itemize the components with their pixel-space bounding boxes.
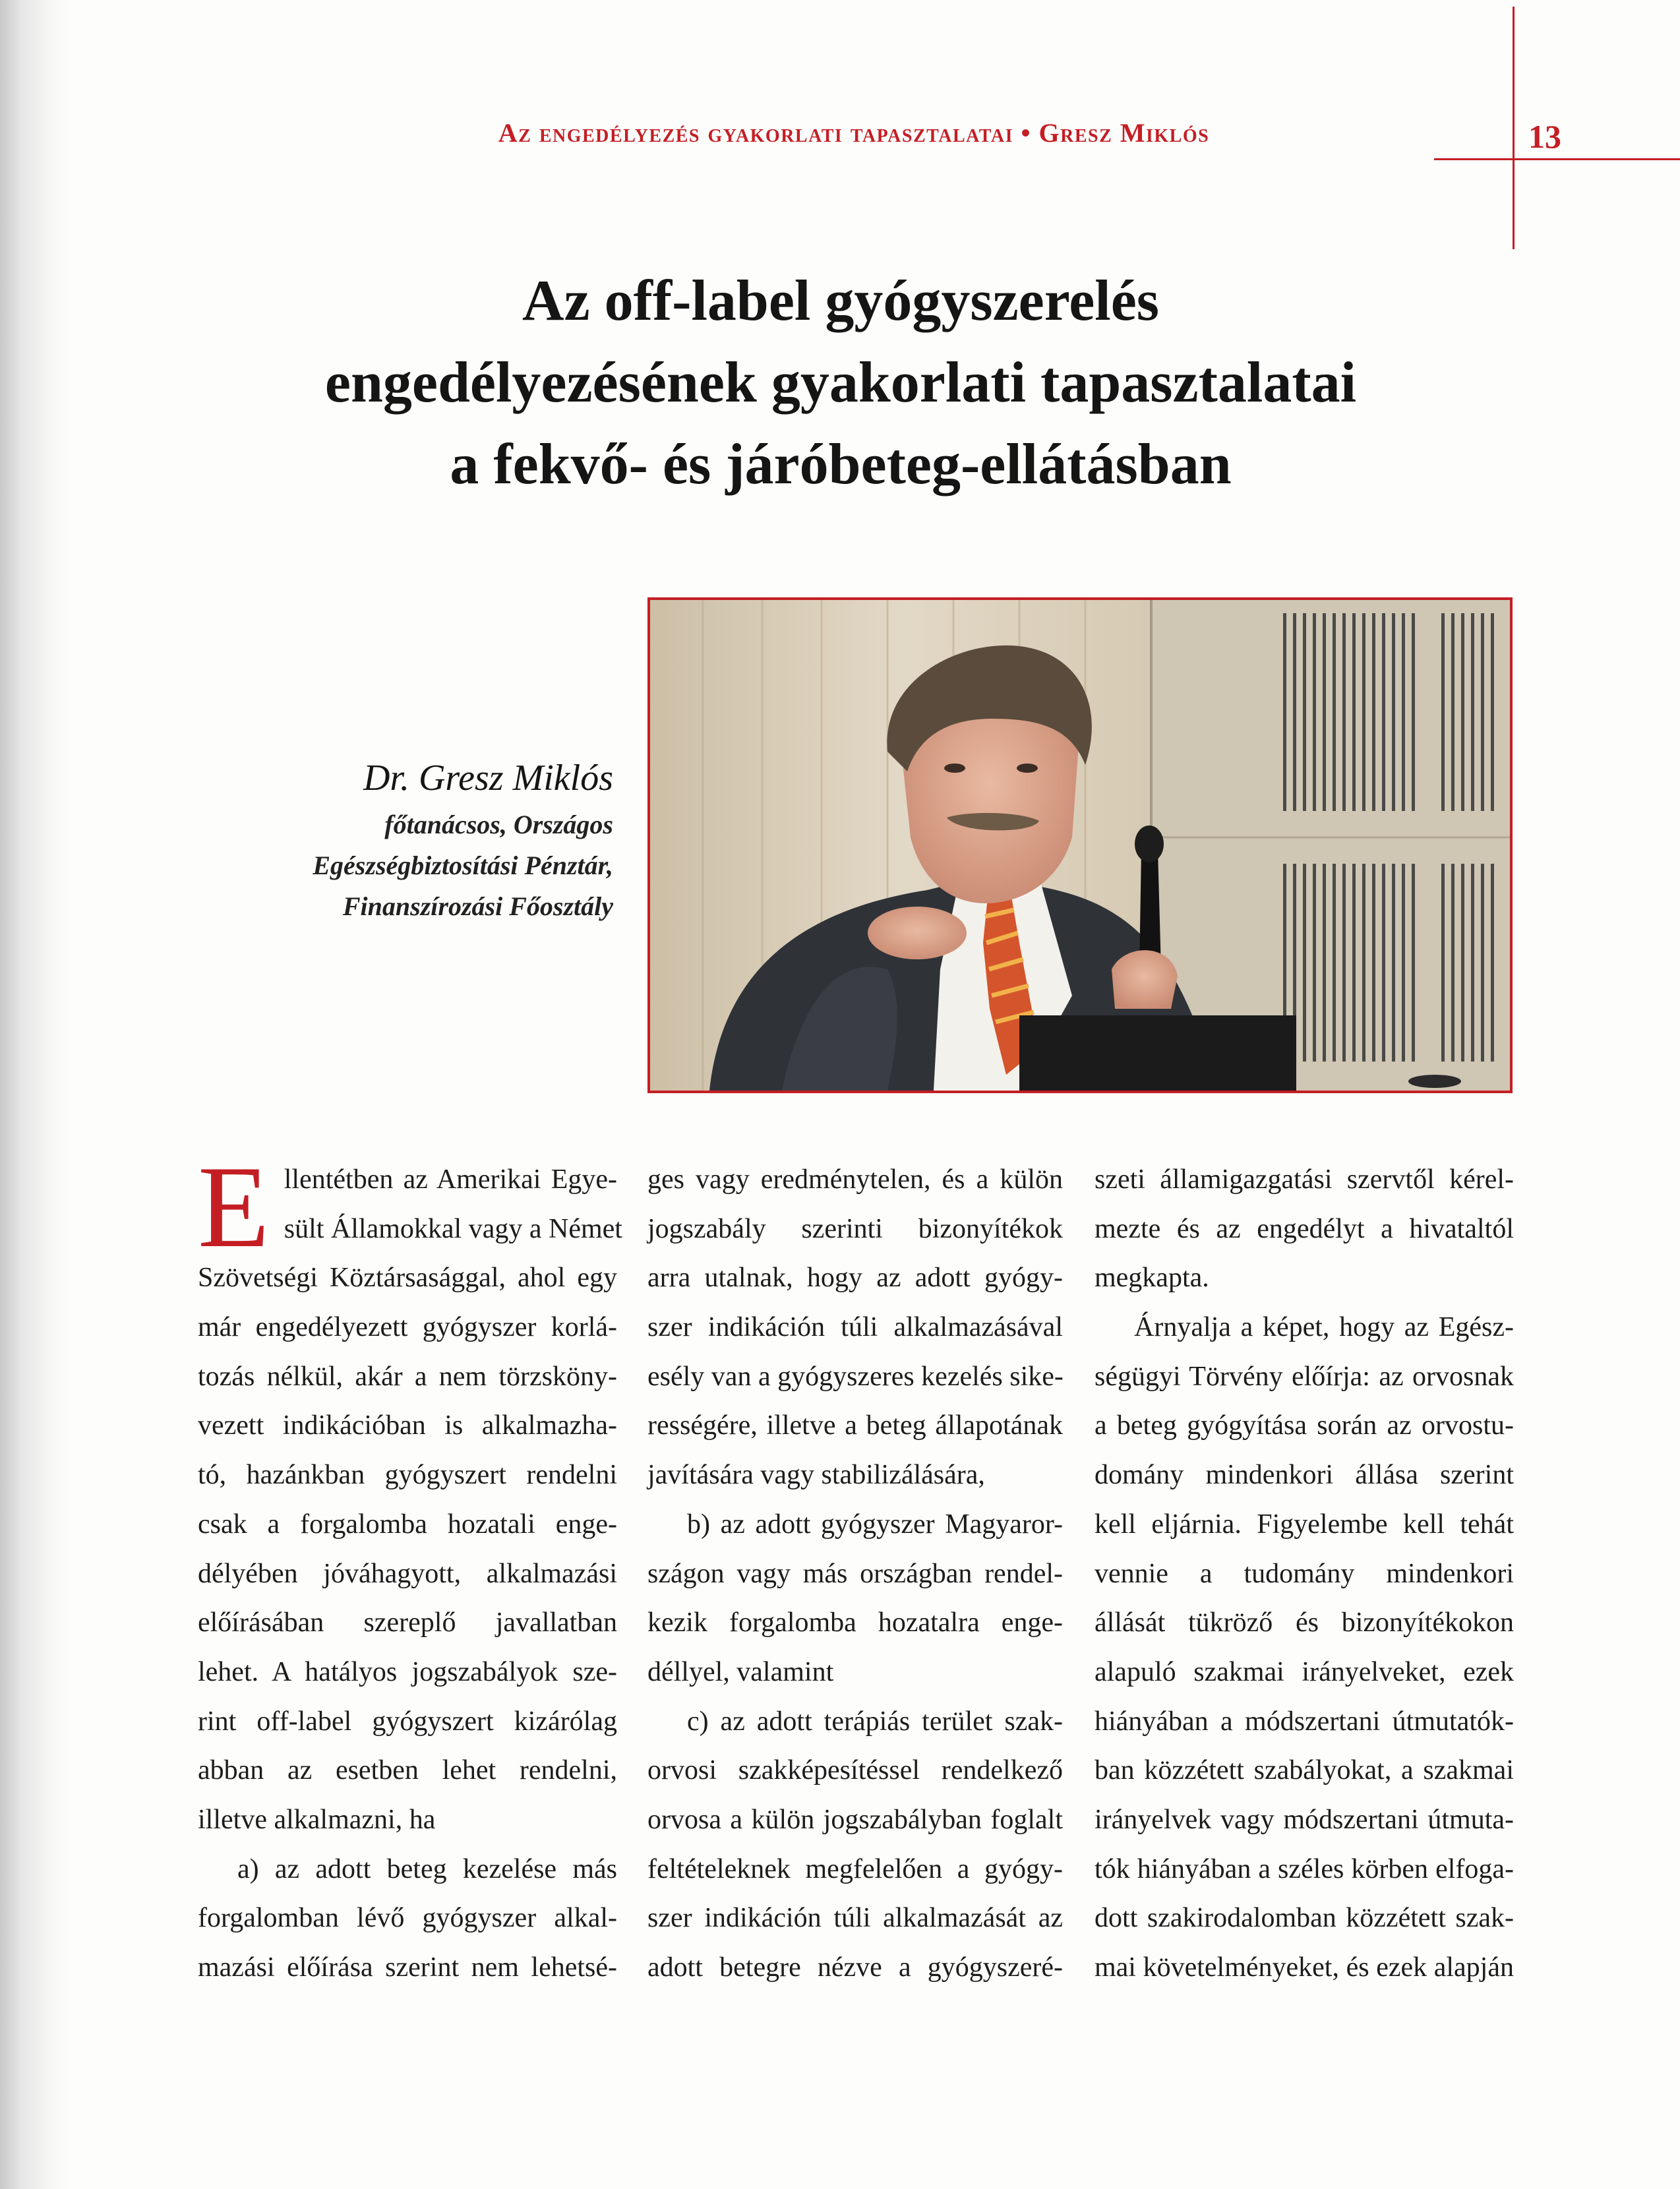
text-line: rességére, illetve a beteg állapotának	[647, 1410, 1063, 1441]
title-line: a fekvő- és járóbeteg-ellátásban	[450, 433, 1232, 496]
text-line: abban az esetben lehet rendelni,	[198, 1755, 617, 1786]
crop-mark-vertical	[1513, 7, 1515, 249]
text-line: b) az adott gyógyszer Magyaror-	[687, 1509, 1063, 1540]
text-line: dott szakirodalomban közzétett szak-	[1095, 1903, 1514, 1934]
text-line: csak a forgalomba hozatali enge-	[198, 1509, 617, 1540]
title-line: engedélyezésének gyakorlati tapasztalatai	[324, 351, 1357, 415]
affiliation-line: Egészségbiztosítási Pénztár,	[313, 851, 613, 880]
text-line: állását tükröző és bizonyítékokon	[1095, 1607, 1514, 1638]
text-column-3	[1095, 1155, 1514, 1993]
text-line: irányelvek vagy módszertani útmuta-	[1095, 1804, 1514, 1835]
text-line: c) az adott terápiás terület szak-	[687, 1706, 1063, 1737]
text-line: javítására vagy stabilizálására,	[647, 1460, 985, 1491]
text-line: kell eljárnia. Figyelembe kell tehát	[1095, 1509, 1514, 1540]
text-line: ségügyi Törvény előírja: az orvosnak	[1095, 1361, 1514, 1392]
text-line: feltételeknek megfelelően a gyógy-	[647, 1853, 1063, 1884]
text-line: adott betegre nézve a gyógyszeré-	[647, 1952, 1063, 1983]
author-photo	[647, 597, 1513, 1093]
author-name: Dr. Gresz Miklós	[363, 758, 613, 798]
text-line: déllyel, valamint	[647, 1656, 834, 1687]
article-title	[185, 260, 1497, 506]
text-line: megkapta.	[1095, 1263, 1209, 1294]
text-line: ges vagy eredménytelen, és a külön	[647, 1164, 1063, 1195]
text-line: llentétben az Amerikai Egye-	[284, 1164, 617, 1195]
affiliation-line: főtanácsos, Országos	[384, 810, 613, 839]
author-block	[264, 752, 613, 927]
text-line: kezik forgalomba hozatalra enge-	[647, 1607, 1063, 1638]
page-number: 13	[1528, 118, 1561, 155]
text-line: illetve alkalmazni, ha	[198, 1804, 436, 1835]
text-line: jogszabály szerinti bizonyítékok	[647, 1213, 1063, 1244]
text-line: mai követelményeket, és ezek alapján	[1095, 1952, 1514, 1983]
text-line: arra utalnak, hogy az adott gyógy-	[647, 1263, 1063, 1294]
text-line: a beteg gyógyítása során az orvostu-	[1095, 1410, 1514, 1441]
text-line: Árnyalja a képet, hogy az Egész-	[1134, 1312, 1514, 1343]
text-line: már engedélyezett gyógyszer korlá-	[198, 1312, 617, 1343]
text-line: tozás nélkül, akár a nem törzsköny-	[198, 1361, 617, 1392]
running-header: Az engedélyezés gyakorlati tapasztalatai • Gresz Miklós	[498, 118, 1210, 148]
text-line: ban közzétett szabályokat, a szakmai	[1095, 1755, 1514, 1786]
text-line: hiányában a módszertani útmutatók-	[1095, 1706, 1514, 1737]
text-column-2	[647, 1155, 1063, 1993]
text-column-1	[198, 1141, 622, 1993]
dropcap: E	[198, 1141, 270, 1272]
text-line: Szövetségi Köztársasággal, ahol egy	[198, 1263, 617, 1294]
text-line: vennie a tudomány mindenkori	[1095, 1558, 1514, 1589]
text-line: délyében jóváhagyott, alkalmazási	[198, 1558, 617, 1589]
crop-mark-horizontal	[1434, 158, 1680, 160]
title-line: Az off-label gyógyszerelés	[522, 269, 1160, 333]
text-line: sült Államokkal vagy a Német	[284, 1213, 622, 1244]
text-line: tó, hazánkban gyógyszert rendelni	[198, 1460, 617, 1491]
text-line: vezett indikációban is alkalmazha-	[198, 1410, 617, 1441]
speaker-photo-illustration	[650, 600, 1510, 1091]
text-line: előírásában szereplő javallatban	[198, 1607, 617, 1638]
author-affiliation	[264, 804, 613, 927]
text-line: szer indikáción túli alkalmazásával	[647, 1312, 1063, 1343]
text-line: mezte és az engedélyt a hivataltól	[1095, 1213, 1514, 1244]
page-gutter-shadow	[0, 0, 73, 2189]
text-line: esély van a gyógyszeres kezelés sike-	[647, 1361, 1064, 1392]
text-line: tók hiányában a széles körben elfoga-	[1095, 1853, 1514, 1884]
text-line: alapuló szakmai irányelveket, ezek	[1095, 1656, 1514, 1687]
text-line: lehet. A hatályos jogszabályok sze-	[198, 1656, 617, 1687]
text-line: domány mindenkori állása szerint	[1095, 1460, 1514, 1491]
text-line: a) az adott beteg kezelése más	[237, 1853, 617, 1884]
text-line: rint off-label gyógyszert kizárólag	[198, 1706, 617, 1737]
text-line: szer indikáción túli alkalmazását az	[647, 1903, 1063, 1934]
affiliation-line: Finanszírozási Főosztály	[342, 891, 613, 921]
text-line: orvosi szakképesítéssel rendelkező	[647, 1755, 1063, 1786]
text-line: szeti államigazgatási szervtől kérel-	[1095, 1164, 1514, 1195]
text-line: szágon vagy más országban rendel-	[647, 1558, 1063, 1589]
text-line: forgalomban lévő gyógyszer alkal-	[198, 1903, 617, 1934]
text-line: mazási előírása szerint nem lehetsé-	[198, 1952, 617, 1983]
text-line: orvosa a külön jogszabályban foglalt	[647, 1804, 1063, 1835]
